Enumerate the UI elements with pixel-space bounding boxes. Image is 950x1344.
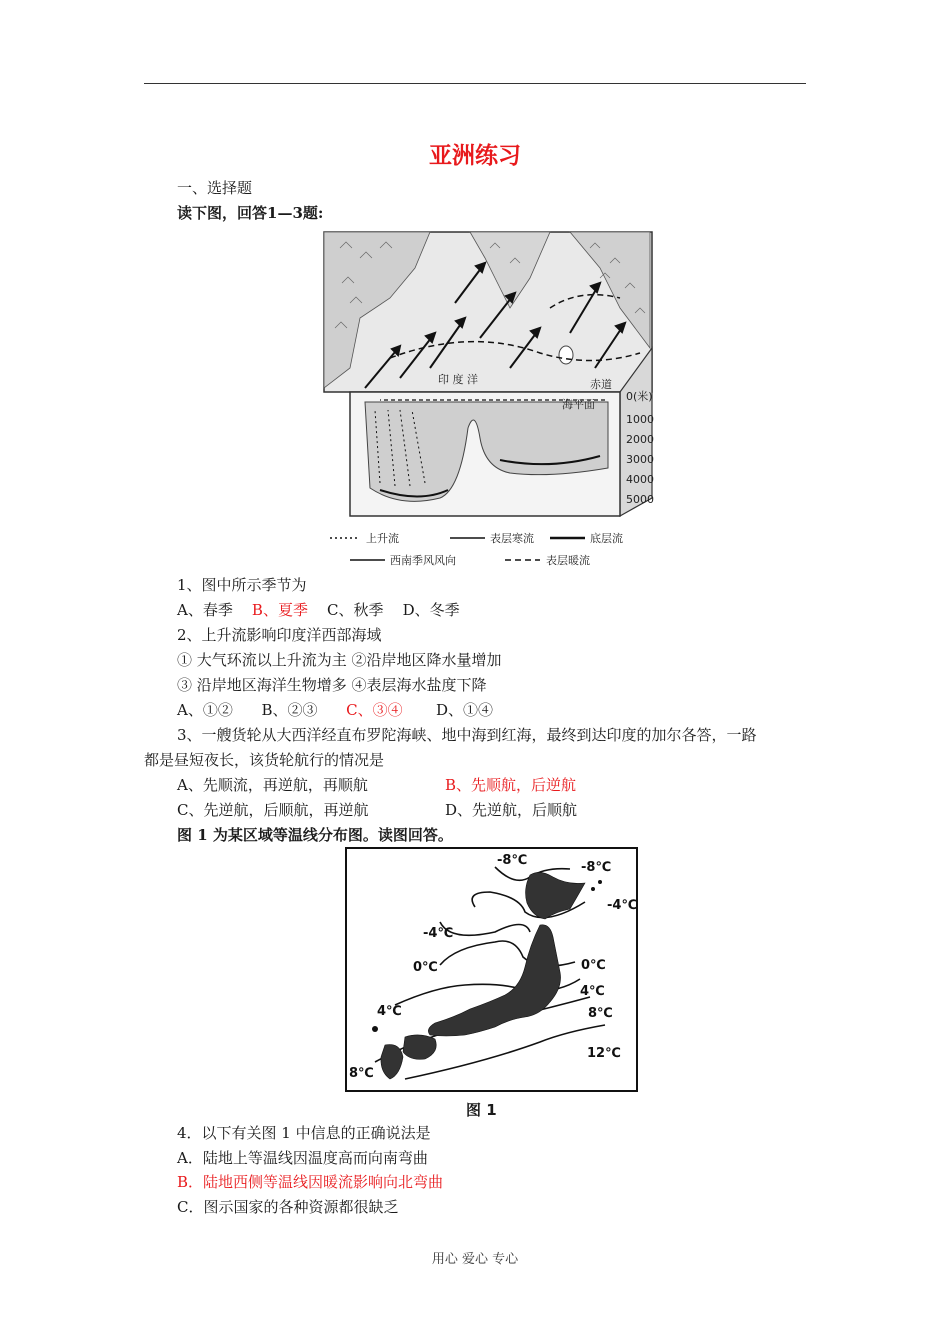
isotherm-label-4-b: 4℃ <box>377 1004 402 1019</box>
depth-2000: 2000 <box>626 433 654 446</box>
question-3-stem-1: 3、一艘货轮从大西洋经直布罗陀海峡、地中海到红海，最终到达印度的加尔各答，一路 <box>177 726 757 744</box>
question-2-stem: 2、上升流影响印度洋西部海域 <box>177 626 382 644</box>
depth-4000: 4000 <box>626 473 654 486</box>
q4-option-a: A．陆地上等温线因温度高而向南弯曲 <box>177 1149 428 1167</box>
q1-option-c: C、秋季 <box>327 601 384 619</box>
isotherm-label-0-a: 0℃ <box>413 960 438 975</box>
question-1-stem: 1、图中所示季节为 <box>177 576 307 594</box>
section-heading: 一、选择题 <box>177 179 253 197</box>
legend-surface-warm: 表层暖流 <box>546 554 590 567</box>
isotherm-label-minus4-a: -4℃ <box>607 898 638 913</box>
figure-2-caption: 图 1 <box>466 1101 497 1119</box>
q1-option-d: D、冬季 <box>402 601 460 619</box>
page-title: 亚洲练习 <box>429 143 521 169</box>
legend-sw-monsoon: 西南季风风向 <box>390 554 456 567</box>
q3-option-c: C、先逆航，后顺航，再逆航 <box>177 801 369 819</box>
legend-upwelling: 上升流 <box>366 532 399 545</box>
isotherm-label-0-b: 0℃ <box>581 958 606 973</box>
instruction-2: 图 1 为某区域等温线分布图。读图回答。 <box>177 826 453 844</box>
isotherm-label-4-a: 4℃ <box>580 984 605 999</box>
q1-option-b: B、夏季 <box>251 601 308 619</box>
isotherm-label-12: 12℃ <box>587 1046 621 1061</box>
question-2-choices-2: ③ 沿岸地区海洋生物增多 ④表层海水盐度下降 <box>177 676 487 694</box>
depth-5000: 5000 <box>626 493 654 506</box>
question-1-options <box>177 600 460 620</box>
q2-option-d: D、①④ <box>435 701 493 719</box>
isotherm-map-figure <box>345 847 639 1093</box>
equator-label: 赤道 <box>590 378 612 391</box>
header-rule <box>144 83 806 84</box>
depth-3000: 3000 <box>626 453 654 466</box>
q2-option-b: B、②③ <box>261 701 318 719</box>
instruction-1: 读下图，回答1—3题: <box>177 204 324 222</box>
q2-option-a: A、①② <box>177 701 233 719</box>
indian-ocean-current-figure <box>320 228 660 578</box>
q4-option-b: B．陆地西侧等温线因暖流影响向北弯曲 <box>177 1173 444 1191</box>
q3-option-d: D、先逆航，后顺航 <box>445 801 578 819</box>
question-2-choices-1: ① 大气环流以上升流为主 ②沿岸地区降水量增加 <box>177 651 502 669</box>
isotherm-label-8-b: 8℃ <box>349 1066 374 1081</box>
sea-level-label: 海平面 <box>562 398 595 411</box>
isotherm-label-minus8-a: -8℃ <box>497 853 528 868</box>
depth-unit-label: 0(米) <box>626 390 653 403</box>
isotherm-label-minus8-b: -8℃ <box>581 860 612 875</box>
q2-option-c: C、③④ <box>346 701 403 719</box>
q4-option-c: C．图示国家的各种资源都很缺乏 <box>177 1198 399 1216</box>
isotherm-label-minus4-b: -4℃ <box>423 926 454 941</box>
page-footer: 用心 爱心 专心 <box>431 1252 519 1267</box>
q3-option-b: B、先顺航，后逆航 <box>445 776 577 794</box>
q1-option-a: A、春季 <box>177 601 233 619</box>
question-3-stem-2: 都是昼短夜长，该货轮航行的情况是 <box>144 751 385 769</box>
question-2-options <box>177 700 493 720</box>
isotherm-label-8-a: 8℃ <box>588 1006 613 1021</box>
legend-surface-cold: 表层寒流 <box>490 532 534 545</box>
q3-option-a: A、先顺流，再逆航，再顺航 <box>177 776 368 794</box>
question-4-stem: 4．以下有关图 1 中信息的正确说法是 <box>177 1124 431 1142</box>
legend-bottom-current: 底层流 <box>590 532 623 545</box>
depth-1000: 1000 <box>626 413 654 426</box>
sea-label: 印 度 洋 <box>438 373 478 386</box>
